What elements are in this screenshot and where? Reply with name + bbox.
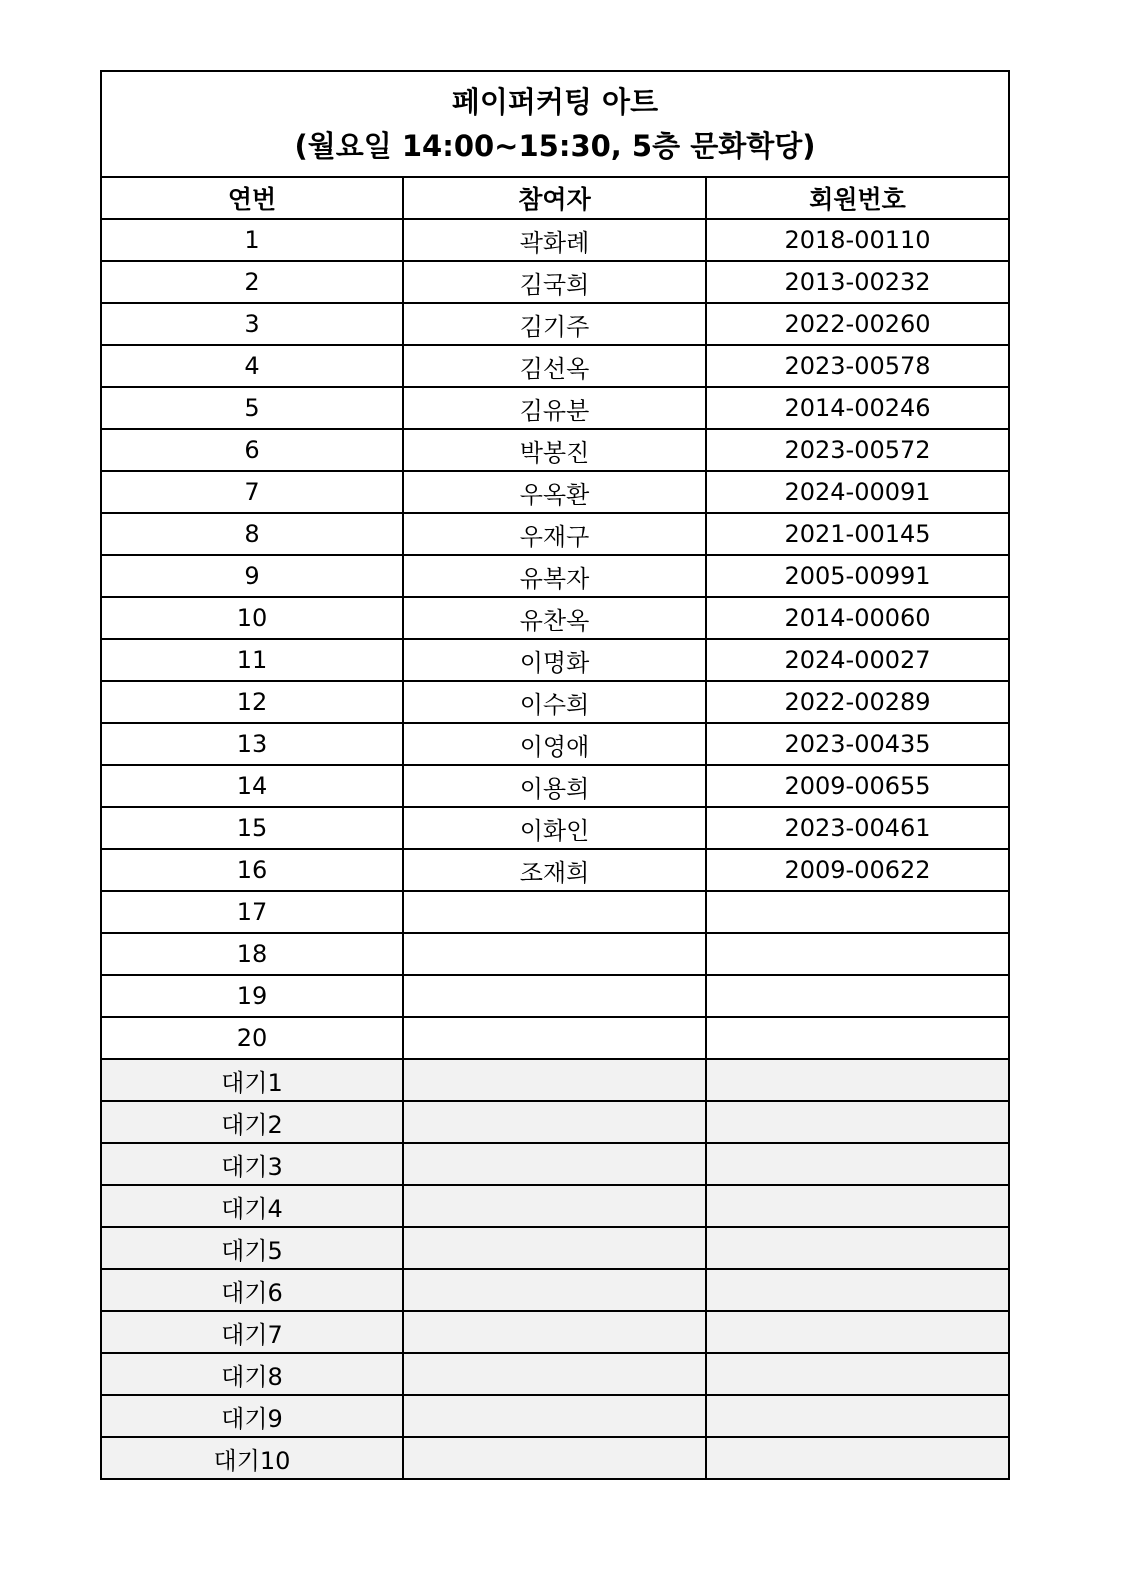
participant-name-cell: 유복자 xyxy=(403,555,706,597)
table-row xyxy=(101,387,1009,429)
participant-name-cell xyxy=(403,1143,706,1185)
row-number-cell: 대기9 xyxy=(101,1395,403,1437)
member-id-cell xyxy=(706,1017,1009,1059)
row-number-cell: 대기8 xyxy=(101,1353,403,1395)
row-number-cell: 대기2 xyxy=(101,1101,403,1143)
row-number-cell: 17 xyxy=(101,891,403,933)
table-row xyxy=(101,765,1009,807)
participant-name-cell xyxy=(403,1227,706,1269)
waiting-list-row xyxy=(101,1437,1009,1479)
member-id-cell: 2014-00246 xyxy=(706,387,1009,429)
header-row xyxy=(101,177,1009,219)
table-row xyxy=(101,261,1009,303)
participant-name-cell xyxy=(403,1017,706,1059)
row-number-cell: 16 xyxy=(101,849,403,891)
row-number-cell: 대기10 xyxy=(101,1437,403,1479)
column-header-participant: 참여자 xyxy=(403,177,706,219)
row-number-cell: 5 xyxy=(101,387,403,429)
participant-name-cell: 이용희 xyxy=(403,765,706,807)
waiting-list-row xyxy=(101,1269,1009,1311)
member-id-cell xyxy=(706,975,1009,1017)
table-row xyxy=(101,723,1009,765)
participant-name-cell xyxy=(403,1353,706,1395)
row-number-cell: 13 xyxy=(101,723,403,765)
table-body xyxy=(101,219,1009,1479)
member-id-cell: 2021-00145 xyxy=(706,513,1009,555)
member-id-cell xyxy=(706,1437,1009,1479)
row-number-cell: 11 xyxy=(101,639,403,681)
participant-table xyxy=(100,70,1010,1480)
table-row xyxy=(101,429,1009,471)
row-number-cell: 대기6 xyxy=(101,1269,403,1311)
participant-name-cell xyxy=(403,891,706,933)
waiting-list-row xyxy=(101,1311,1009,1353)
table-row xyxy=(101,471,1009,513)
member-id-cell xyxy=(706,1269,1009,1311)
waiting-list-row xyxy=(101,1395,1009,1437)
table-row xyxy=(101,345,1009,387)
member-id-cell xyxy=(706,1059,1009,1101)
member-id-cell xyxy=(706,1311,1009,1353)
participant-name-cell: 우재구 xyxy=(403,513,706,555)
row-number-cell: 대기5 xyxy=(101,1227,403,1269)
member-id-cell xyxy=(706,1395,1009,1437)
participant-name-cell xyxy=(403,1311,706,1353)
member-id-cell: 2023-00578 xyxy=(706,345,1009,387)
participant-name-cell xyxy=(403,1269,706,1311)
participant-name-cell: 이화인 xyxy=(403,807,706,849)
table-row xyxy=(101,933,1009,975)
participant-name-cell: 유찬옥 xyxy=(403,597,706,639)
row-number-cell: 19 xyxy=(101,975,403,1017)
member-id-cell: 2005-00991 xyxy=(706,555,1009,597)
row-number-cell: 대기4 xyxy=(101,1185,403,1227)
row-number-cell: 14 xyxy=(101,765,403,807)
row-number-cell: 18 xyxy=(101,933,403,975)
member-id-cell: 2024-00027 xyxy=(706,639,1009,681)
member-id-cell: 2018-00110 xyxy=(706,219,1009,261)
participant-name-cell xyxy=(403,1395,706,1437)
row-number-cell: 20 xyxy=(101,1017,403,1059)
table-row xyxy=(101,975,1009,1017)
participant-name-cell xyxy=(403,933,706,975)
member-id-cell xyxy=(706,1227,1009,1269)
participant-name-cell xyxy=(403,975,706,1017)
row-number-cell: 대기7 xyxy=(101,1311,403,1353)
title-row xyxy=(101,71,1009,177)
member-id-cell xyxy=(706,891,1009,933)
row-number-cell: 15 xyxy=(101,807,403,849)
waiting-list-row xyxy=(101,1185,1009,1227)
column-header-member-id: 회원번호 xyxy=(706,177,1009,219)
member-id-cell xyxy=(706,933,1009,975)
participant-name-cell xyxy=(403,1101,706,1143)
row-number-cell: 12 xyxy=(101,681,403,723)
row-number-cell: 10 xyxy=(101,597,403,639)
member-id-cell: 2014-00060 xyxy=(706,597,1009,639)
row-number-cell: 대기3 xyxy=(101,1143,403,1185)
row-number-cell: 1 xyxy=(101,219,403,261)
table-row xyxy=(101,1017,1009,1059)
row-number-cell: 대기1 xyxy=(101,1059,403,1101)
member-id-cell xyxy=(706,1185,1009,1227)
participant-name-cell: 우옥환 xyxy=(403,471,706,513)
member-id-cell: 2023-00461 xyxy=(706,807,1009,849)
table-row xyxy=(101,681,1009,723)
participant-name-cell: 김선옥 xyxy=(403,345,706,387)
row-number-cell: 3 xyxy=(101,303,403,345)
table-row xyxy=(101,597,1009,639)
table-row xyxy=(101,807,1009,849)
member-id-cell: 2022-00260 xyxy=(706,303,1009,345)
member-id-cell: 2013-00232 xyxy=(706,261,1009,303)
title-line-2: (월요일 14:00~15:30, 5층 문화학당) xyxy=(294,129,816,163)
participant-name-cell xyxy=(403,1437,706,1479)
participant-name-cell: 곽화례 xyxy=(403,219,706,261)
participant-name-cell: 김유분 xyxy=(403,387,706,429)
title-line-1: 페이퍼커팅 아트 xyxy=(451,85,659,119)
table-row xyxy=(101,513,1009,555)
document-title xyxy=(101,71,1009,177)
row-number-cell: 9 xyxy=(101,555,403,597)
participant-name-cell: 김기주 xyxy=(403,303,706,345)
participant-name-cell: 박봉진 xyxy=(403,429,706,471)
table-row xyxy=(101,891,1009,933)
participant-name-cell xyxy=(403,1059,706,1101)
member-id-cell: 2023-00435 xyxy=(706,723,1009,765)
waiting-list-row xyxy=(101,1059,1009,1101)
row-number-cell: 4 xyxy=(101,345,403,387)
waiting-list-row xyxy=(101,1227,1009,1269)
row-number-cell: 8 xyxy=(101,513,403,555)
member-id-cell: 2022-00289 xyxy=(706,681,1009,723)
member-id-cell: 2009-00655 xyxy=(706,765,1009,807)
row-number-cell: 7 xyxy=(101,471,403,513)
waiting-list-row xyxy=(101,1353,1009,1395)
row-number-cell: 2 xyxy=(101,261,403,303)
column-header-number: 연번 xyxy=(101,177,403,219)
table-row xyxy=(101,639,1009,681)
member-id-cell: 2024-00091 xyxy=(706,471,1009,513)
participant-name-cell: 조재희 xyxy=(403,849,706,891)
waiting-list-row xyxy=(101,1101,1009,1143)
participant-name-cell: 이수희 xyxy=(403,681,706,723)
member-id-cell xyxy=(706,1353,1009,1395)
participant-name-cell: 이명화 xyxy=(403,639,706,681)
participant-name-cell xyxy=(403,1185,706,1227)
waiting-list-row xyxy=(101,1143,1009,1185)
participant-name-cell: 이영애 xyxy=(403,723,706,765)
participant-name-cell: 김국희 xyxy=(403,261,706,303)
table-row xyxy=(101,849,1009,891)
member-id-cell xyxy=(706,1143,1009,1185)
row-number-cell: 6 xyxy=(101,429,403,471)
member-id-cell xyxy=(706,1101,1009,1143)
table-row xyxy=(101,303,1009,345)
member-id-cell: 2009-00622 xyxy=(706,849,1009,891)
member-id-cell: 2023-00572 xyxy=(706,429,1009,471)
table-row xyxy=(101,219,1009,261)
table-row xyxy=(101,555,1009,597)
